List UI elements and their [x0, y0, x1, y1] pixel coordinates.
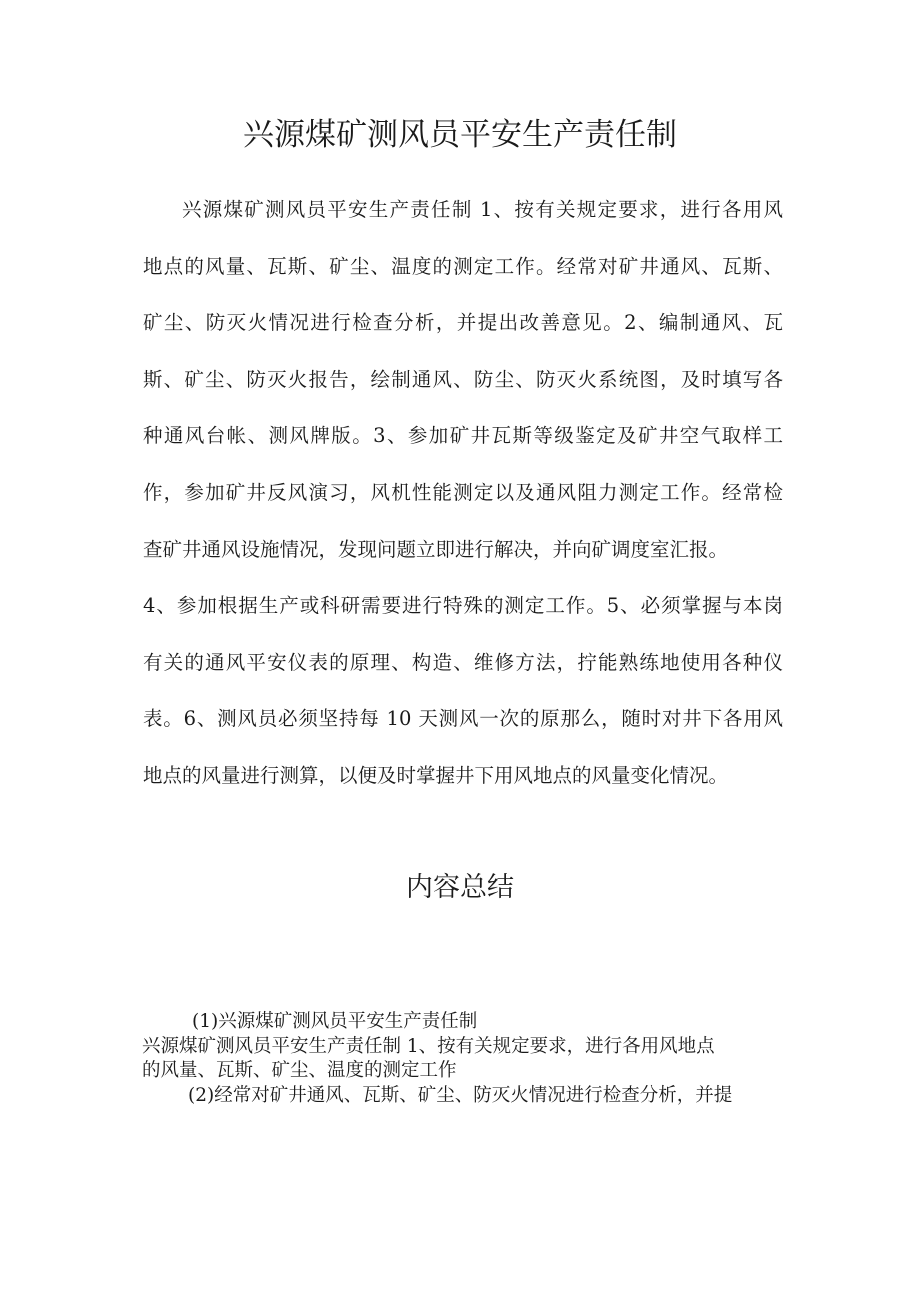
- summary-line: 的风量、瓦斯、矿尘、温度的测定工作: [142, 1060, 457, 1081]
- summary-line: 兴源煤矿测风员平安生产责任制 1、按有关规定要求，进行各用风地点: [142, 1035, 715, 1057]
- body-line: 作，参加矿井反风演习，风机性能测定以及通风阻力测定工作。经常检: [143, 480, 783, 504]
- body-line: 地点的风量、瓦斯、矿尘、温度的测定工作。经常对矿井通风、瓦斯、: [143, 254, 783, 278]
- summary-line: (1)兴源煤矿测风员平安生产责任制: [192, 1011, 478, 1032]
- body-line: 有关的通风平安仪表的原理、构造、维修方法，拧能熟练地使用各种仪: [143, 650, 783, 674]
- body-paragraph: [143, 194, 783, 817]
- body-line: 矿尘、防灭火情况进行检查分析，并提出改善意见。2、编制通风、瓦: [143, 311, 783, 335]
- body-line: 表。6、测风员必须坚持每 10 天测风一次的原那么，随时对井下各用风: [143, 707, 783, 731]
- body-line: 地点的风量进行测算，以便及时掌握井下用风地点的风量变化情况。: [143, 763, 729, 787]
- summary-heading: 内容总结: [406, 872, 514, 903]
- body-line: 4、参加根据生产或科研需要进行特殊的测定工作。5、必须掌握与本岗: [143, 594, 783, 618]
- body-line: 斯、矿尘、防灭火报告，绘制通风、防尘、防灭火系统图，及时填写各: [143, 367, 783, 391]
- body-line: 查矿井通风设施情况，发现问题立即进行解决，并向矿调度室汇报。: [143, 537, 729, 561]
- body-line: 兴源煤矿测风员平安生产责任制 1、按有关规定要求，进行各用风: [182, 198, 783, 221]
- summary-block: [142, 1010, 782, 1108]
- document-title: 兴源煤矿测风员平安生产责任制: [243, 117, 677, 153]
- body-line: 种通风台帐、测风牌版。3、参加矿井瓦斯等级鉴定及矿井空气取样工: [143, 424, 783, 448]
- summary-line: (2)经常对矿井通风、瓦斯、矿尘、防灭火情况进行检查分析，并提: [188, 1084, 733, 1106]
